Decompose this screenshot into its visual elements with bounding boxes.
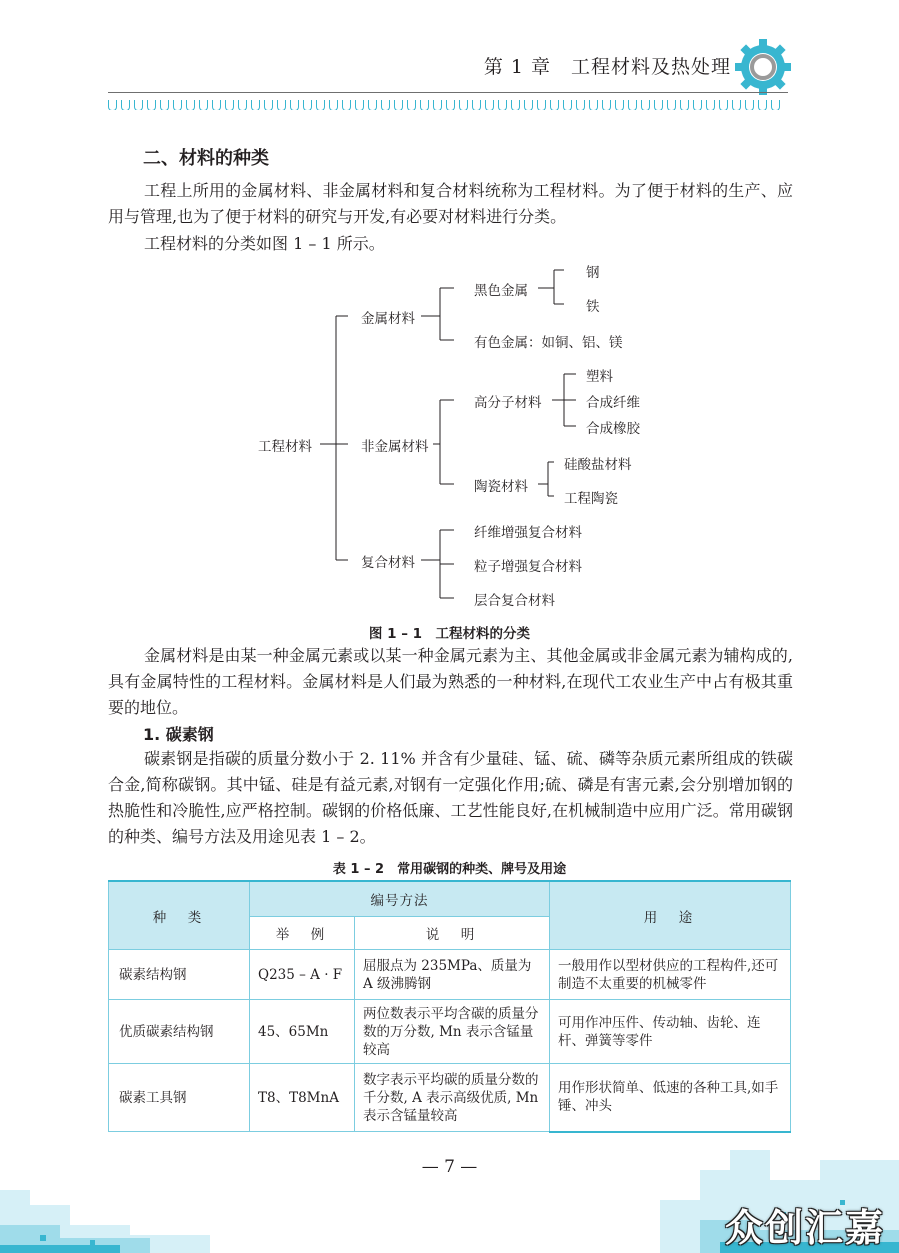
- tick-mark: [277, 100, 286, 110]
- node-root: 工程材料: [258, 439, 312, 455]
- node-ferrous: 黑色金属: [474, 283, 528, 299]
- cell-kind: 优质碳素结构钢: [109, 1000, 250, 1064]
- header-tick-border: [108, 96, 793, 110]
- tick-mark: [108, 100, 117, 110]
- cell-example: 45、65Mn: [250, 1000, 355, 1064]
- tick-mark: [615, 100, 624, 110]
- tick-mark: [251, 100, 260, 110]
- diagram-lines: [108, 258, 793, 618]
- page-number: — 7 —: [421, 1157, 478, 1177]
- tick-mark: [732, 100, 741, 110]
- node-polymer: 高分子材料: [474, 395, 542, 411]
- intro-paragraph: 工程上所用的金属材料、非金属材料和复合材料统称为工程材料。为了便于材料的生产、应用与管理,也为了便于材料的研究与开发,有必要对材料进行分类。: [108, 181, 793, 226]
- header-use: 用 途: [550, 881, 791, 950]
- figure-reference: 工程材料的分类如图 1 – 1 所示。: [144, 234, 385, 253]
- tick-mark: [511, 100, 520, 110]
- node-fiber: 合成纤维: [586, 395, 640, 411]
- cell-explain: 数字表示平均碳的质量分数的千分数, A 表示高级优质, Mn 表示含锰量较高: [355, 1064, 550, 1132]
- tick-mark: [355, 100, 364, 110]
- cell-use: 一般用作以型材供应的工程构件,还可制造不太重要的机械零件: [550, 950, 791, 1000]
- node-fiber-composite: 纤维增强复合材料: [474, 525, 582, 541]
- tick-mark: [706, 100, 715, 110]
- section-title: 二、材料的种类: [143, 148, 269, 169]
- tick-mark: [186, 100, 195, 110]
- figure-caption: 图 1 – 1 工程材料的分类: [368, 626, 531, 642]
- tick-mark: [433, 100, 442, 110]
- tick-mark: [446, 100, 455, 110]
- tick-mark: [654, 100, 663, 110]
- tick-mark: [407, 100, 416, 110]
- tick-mark: [212, 100, 221, 110]
- tick-mark: [602, 100, 611, 110]
- tick-mark: [303, 100, 312, 110]
- tick-mark: [225, 100, 234, 110]
- tick-mark: [264, 100, 273, 110]
- tick-mark: [667, 100, 676, 110]
- node-plastic: 塑料: [586, 369, 613, 385]
- classification-diagram: [108, 258, 793, 618]
- tick-mark: [589, 100, 598, 110]
- tick-mark: [199, 100, 208, 110]
- table-row: [109, 950, 791, 1000]
- tick-mark: [758, 100, 767, 110]
- tick-mark: [719, 100, 728, 110]
- tick-mark: [342, 100, 351, 110]
- tick-mark: [771, 100, 780, 110]
- tick-mark: [420, 100, 429, 110]
- cell-kind: 碳素工具钢: [109, 1064, 250, 1132]
- carbon-steel-table: [108, 880, 791, 1133]
- cell-example: Q235 – A · F: [250, 950, 355, 1000]
- tick-mark: [290, 100, 299, 110]
- tick-mark: [524, 100, 533, 110]
- tick-mark: [329, 100, 338, 110]
- node-steel: 钢: [586, 265, 600, 281]
- tick-mark: [628, 100, 637, 110]
- tick-mark: [537, 100, 546, 110]
- cell-explain: 两位数表示平均含碳的质量分数的万分数, Mn 表示含锰量较高: [355, 1000, 550, 1064]
- cell-use: 可用作冲压件、传动轴、齿轮、连杆、弹簧等零件: [550, 1000, 791, 1064]
- tick-mark: [147, 100, 156, 110]
- tick-mark: [680, 100, 689, 110]
- subsection-title: 1. 碳素钢: [143, 725, 214, 744]
- chapter-title: 第 1 章 工程材料及热处理: [483, 56, 731, 78]
- header-rule: [108, 92, 788, 93]
- node-nonferrous: 有色金属：如铜、铝、镁: [474, 335, 623, 351]
- tick-mark: [576, 100, 585, 110]
- tick-mark: [459, 100, 468, 110]
- node-composite: 复合材料: [361, 555, 415, 571]
- header-numbering: 编号方法: [250, 881, 550, 917]
- tick-mark: [550, 100, 559, 110]
- tick-mark: [173, 100, 182, 110]
- header-example: 举 例: [250, 917, 355, 950]
- tick-mark: [498, 100, 507, 110]
- tick-mark: [745, 100, 754, 110]
- node-layer-composite: 层合复合材料: [474, 593, 555, 609]
- table-caption: 表 1 – 2 常用碳钢的种类、牌号及用途: [332, 862, 567, 877]
- table-row: [109, 1000, 791, 1064]
- node-nonmetal: 非金属材料: [361, 439, 429, 455]
- table-row: [109, 1064, 791, 1132]
- tick-mark: [394, 100, 403, 110]
- gear-icon: [732, 36, 794, 98]
- tick-mark: [160, 100, 169, 110]
- node-rubber: 合成橡胶: [586, 421, 640, 437]
- header-explain: 说 明: [355, 917, 550, 950]
- watermark-logo: 众创汇嘉: [724, 1206, 885, 1250]
- node-iron: 铁: [586, 299, 600, 315]
- tick-mark: [134, 100, 143, 110]
- tick-mark: [485, 100, 494, 110]
- metal-paragraph: 金属材料是由某一种金属元素或以某一种金属元素为主、其他金属或非金属元素为辅构成的,具有金属特性的工程材料。金属材料是人们最为熟悉的一种材料,在现代工农业生产中占有极其重要的地位。: [108, 646, 793, 717]
- node-eng-ceramic: 工程陶瓷: [564, 491, 618, 507]
- tick-mark: [472, 100, 481, 110]
- tick-mark: [563, 100, 572, 110]
- tick-mark: [316, 100, 325, 110]
- cell-example: T8、T8MnA: [250, 1064, 355, 1132]
- node-ceramic: 陶瓷材料: [474, 479, 528, 495]
- carbon-steel-paragraph: 碳素钢是指碳的质量分数小于 2. 11% 并含有少量硅、锰、硫、磷等杂质元素所组成的铁碳合金,简称碳钢。其中锰、硅是有益元素,对钢有一定强化作用;硫、磷是有害元素,会分别增加钢的热脆性和冷脆性,应严格控制。碳钢的价格低廉、工艺性能良好,在机械制造中应用广泛。常用碳钢的种类、编号方法及用途见表 1 – 2。: [108, 749, 793, 846]
- header-kind: 种 类: [109, 881, 250, 950]
- cell-explain: 屈服点为 235MPa、质量为 A 级沸腾钢: [355, 950, 550, 1000]
- tick-mark: [238, 100, 247, 110]
- tick-mark: [693, 100, 702, 110]
- tick-mark: [368, 100, 377, 110]
- cell-kind: 碳素结构钢: [109, 950, 250, 1000]
- node-silicate: 硅酸盐材料: [564, 457, 632, 473]
- tick-mark: [121, 100, 130, 110]
- tick-mark: [381, 100, 390, 110]
- node-particle-composite: 粒子增强复合材料: [474, 559, 582, 575]
- node-metal: 金属材料: [361, 311, 415, 327]
- tick-mark: [641, 100, 650, 110]
- cell-use: 用作形状简单、低速的各种工具,如手锤、冲头: [550, 1064, 791, 1132]
